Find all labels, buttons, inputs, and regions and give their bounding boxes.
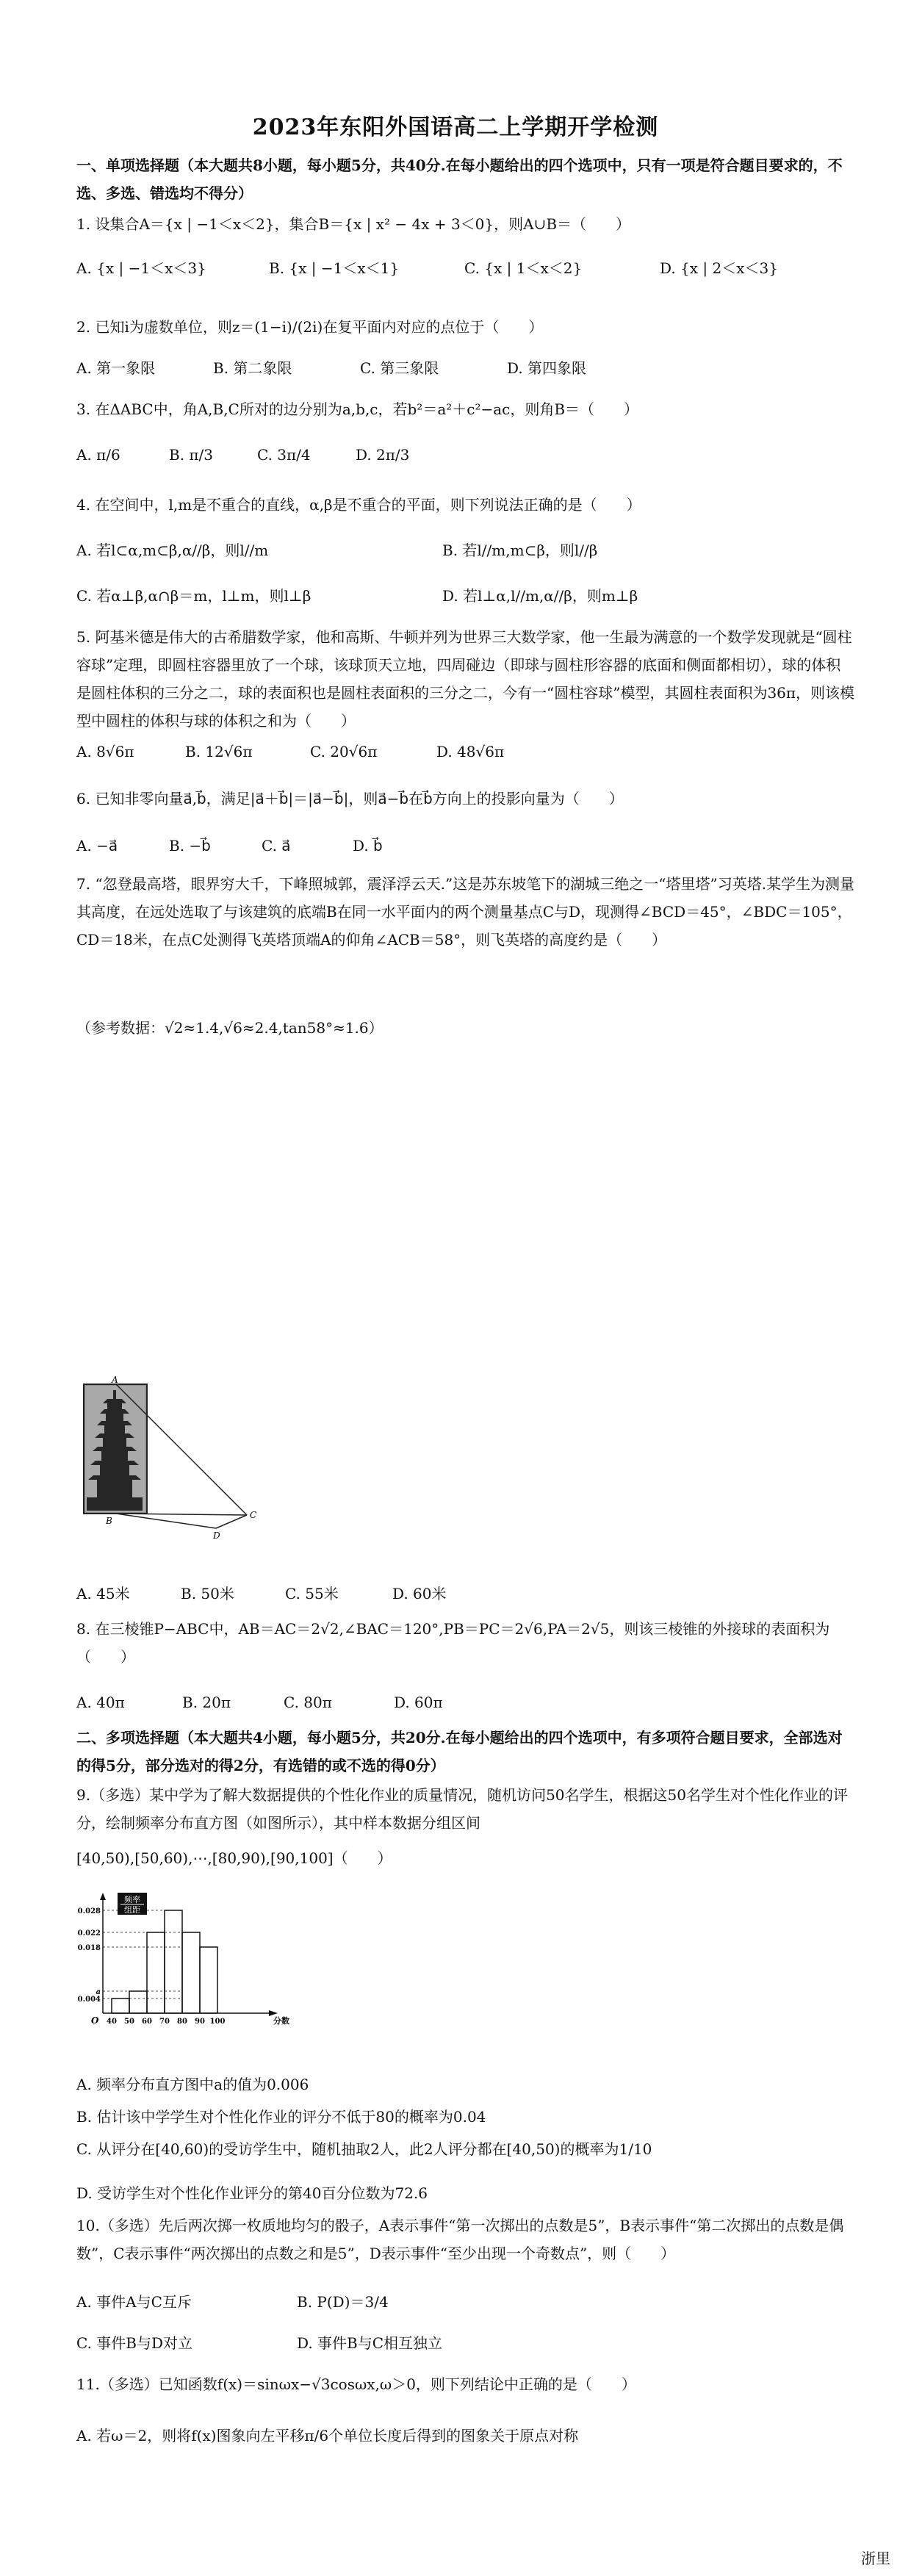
q6-option-c: C. a⃗ — [262, 837, 291, 855]
hist-ylabel-top: 频率 — [124, 1895, 140, 1904]
hist-bar-4 — [182, 1932, 200, 2013]
q9-option-c: C. 从评分在[40,60)的受访学生中，随机抽取2人，此2人评分都在[40,50)的概率为1/10 — [76, 2140, 652, 2158]
q6-option-d: D. b⃗ — [353, 837, 383, 855]
q7-option-d: D. 60米 — [392, 1585, 447, 1602]
q10-option-a: A. 事件A与C互斥 — [76, 2293, 192, 2311]
fig-label-d: D — [213, 1530, 220, 1541]
hist-xtick-4: 80 — [177, 2018, 187, 2026]
hist-ytick-0: 0.028 — [77, 1907, 101, 1915]
q9-frequency-histogram — [73, 1888, 294, 2050]
q6-stem: 6. 已知非零向量a⃗,b⃗，满足|a⃗＋b⃗|＝|a⃗−b⃗|，则a⃗−b⃗在b⃗方向上的投影向量为（ ） — [76, 790, 624, 807]
q4-option-b: B. 若l//m,m⊂β，则l//β — [442, 542, 598, 559]
q11-option-a: A. 若ω＝2，则将f(x)图象向左平移π/6个单位长度后得到的图象关于原点对称 — [76, 2427, 579, 2444]
exam-title: 2023年东阳外国语高二上学期开学检测 — [252, 115, 659, 140]
fig-label-a: A — [112, 1375, 118, 1385]
q9-option-d: D. 受访学生对个性化作业评分的第40百分位数为72.6 — [76, 2184, 428, 2202]
hist-xlabel: 分数 — [273, 2016, 289, 2026]
q7-reference: （参考数据：√2≈1.4,√6≈2.4,tan58°≈1.6） — [76, 1019, 384, 1037]
q6-option-b: B. −b⃗ — [169, 837, 211, 855]
q11-stem: 11.（多选）已知函数f(x)＝sinωx−√3cosωx,ω＞0，则下列结论中正确的是（ ） — [76, 2375, 636, 2393]
q5-option-c: C. 20√6π — [310, 743, 378, 760]
q10-option-c: C. 事件B与D对立 — [76, 2334, 193, 2352]
q3-stem: 3. 在ΔABC中，角A,B,C所对的边分别为a,b,c，若b²＝a²＋c²−ac，则角B＝（ ） — [76, 400, 639, 418]
hist-ytick-2: 0.018 — [77, 1944, 101, 1952]
hist-ytick-1: 0.022 — [77, 1929, 101, 1938]
q7-stem: 7. “忽登最高塔，眼界穷大千，下峰照城郭，震泽浮云天.”这是苏东坡笔下的湖城三绝之一“塔里塔”习英塔.某学生为测量其高度，在远处选取了与该建筑的底端B在同一水平面内的两个测量基点C与D，现测得∠BCD＝45°，∠BDC＝105°，CD＝18米，在点C处测得飞英塔顶端A的仰角∠ACB＝58°，则飞英塔的高度约是（ ） — [76, 875, 855, 949]
hist-xtick-3: 70 — [159, 2018, 170, 2026]
hist-y-arrow — [100, 1893, 106, 1900]
hist-xtick-1: 50 — [124, 2018, 134, 2026]
q4-option-c: C. 若α⊥β,α∩β＝m，l⊥m，则l⊥β — [76, 587, 312, 605]
q4-option-a: A. 若l⊂α,m⊂β,α//β，则l//m — [76, 542, 269, 559]
baseline-b-to-c — [116, 1514, 247, 1515]
fig-label-c: C — [250, 1510, 257, 1520]
q7-option-b: B. 50米 — [181, 1585, 234, 1602]
q2-option-a: A. 第一象限 — [76, 359, 156, 377]
q7-pagoda-figure — [76, 1374, 267, 1550]
section-1-header: 一、单项选择题（本大题共8小题，每小题5分，共40分.在每小题给出的四个选项中，只有一项是符合题目要求的，不选、多选、错选均不得分） — [76, 156, 843, 202]
q5-option-d: D. 48√6π — [436, 743, 505, 760]
q8-option-b: B. 20π — [182, 1694, 231, 1711]
q2-option-c: C. 第三象限 — [360, 359, 439, 377]
q2-stem: 2. 已知i为虚数单位，则z＝(1−i)/(2i)在复平面内对应的点位于（ ） — [76, 318, 544, 336]
q1-option-c: C. {x | 1＜x＜2} — [464, 259, 583, 277]
q6-option-a: A. −a⃗ — [76, 837, 118, 855]
q9-intervals: [40,50),[50,60),⋯,[80,90),[90,100]（ ） — [76, 1849, 392, 1867]
q1-option-a: A. {x | −1＜x＜3} — [76, 259, 206, 277]
hist-ytick-3: a — [96, 1988, 101, 1996]
q9-option-b: B. 估计该中学学生对个性化作业的评分不低于80的概率为0.04 — [76, 2108, 486, 2126]
q10-option-d: D. 事件B与C相互独立 — [297, 2334, 443, 2352]
hist-bar-5 — [200, 1947, 217, 2013]
q5-option-b: B. 12√6π — [185, 743, 253, 760]
q3-option-c: C. 3π/4 — [257, 446, 311, 464]
q3-option-b: B. π/3 — [169, 446, 214, 464]
segment-d-to-c — [216, 1515, 247, 1528]
hist-xtick-6: 100 — [209, 2018, 226, 2026]
hist-ytick-4: 0.004 — [77, 1996, 101, 2004]
q4-stem: 4. 在空间中，l,m是不重合的直线，α,β是不重合的平面，则下列说法正确的是（ ） — [76, 496, 641, 514]
hist-ylabel-bottom: 组距 — [124, 1905, 140, 1915]
section-2-header: 二、多项选择题（本大题共4小题，每小题5分，共20分.在每小题给出的四个选项中，有多项符合题目要求，全部选对的得5分，部分选对的得2分，有选错的或不选的得0分） — [76, 1729, 843, 1774]
q1-stem: 1. 设集合A＝{x | −1＜x＜2}，集合B＝{x | x² − 4x + 3＜0}，则A∪B＝（ ） — [76, 215, 631, 233]
q8-stem: 8. 在三棱锥P−ABC中，AB＝AC＝2√2,∠BAC＝120°,PB＝PC＝2√6,PA＝2√5，则该三棱锥的外接球的表面积为（ ） — [76, 1620, 830, 1666]
hist-xtick-2: 60 — [142, 2018, 152, 2026]
q5-stem: 5. 阿基米德是伟大的古希腊数学家，他和高斯、牛顿并列为世界三大数学家，他一生最为满意的一个数学发现就是“圆柱容球”定理，即圆柱容器里放了一个球，该球顶天立地，四周碰边（即球与圆柱形容器的底面和侧面都相切），球的体积是圆柱体积的三分之二，球的表面积也是圆柱表面积的三分之二，今有一“圆柱容球”模型，其圆柱表面积为36π，则该模型中圆柱的体积与球的体积之和为（ ） — [76, 628, 855, 730]
q10-option-b: B. P(D)＝3/4 — [297, 2293, 389, 2311]
q3-option-a: A. π/6 — [76, 446, 120, 464]
q2-option-d: D. 第四象限 — [507, 359, 587, 377]
hist-xtick-5: 90 — [195, 2018, 205, 2026]
hist-ticks — [78, 1907, 226, 2026]
q8-option-a: A. 40π — [76, 1694, 125, 1711]
q1-option-d: D. {x | 2＜x＜3} — [660, 259, 778, 277]
hist-bar-1 — [129, 1991, 147, 2013]
hist-bar-3 — [165, 1910, 182, 2013]
hist-bars — [112, 1910, 217, 2013]
q7-option-c: C. 55米 — [285, 1585, 339, 1602]
q4-option-d: D. 若l⊥α,l//m,α//β，则m⊥β — [442, 587, 638, 605]
q8-option-c: C. 80π — [284, 1694, 332, 1711]
hist-bar-0 — [112, 1998, 129, 2013]
q10-stem: 10.（多选）先后两次掷一枚质地均匀的骰子，A表示事件“第一次掷出的点数是5”，B表示事件“第二次掷出的点数是偶数”，C表示事件“两次掷出的点数之和是5”，D表示事件“至少出现一个奇数点”，则（ ） — [76, 2217, 844, 2262]
hist-origin: O — [91, 2015, 99, 2026]
hist-x-arrow — [269, 2010, 278, 2016]
q5-option-a: A. 8√6π — [76, 743, 134, 760]
q8-option-d: D. 60π — [394, 1694, 443, 1711]
segment-b-to-d — [116, 1514, 216, 1528]
hist-xtick-0: 40 — [107, 2018, 117, 2026]
q7-option-a: A. 45米 — [76, 1585, 130, 1602]
q1-option-b: B. {x | −1＜x＜1} — [269, 259, 400, 277]
fig-label-b: B — [106, 1516, 112, 1526]
page-footer: 浙里 — [861, 2550, 890, 2567]
q3-option-d: D. 2π/3 — [356, 446, 410, 464]
q2-option-b: B. 第二象限 — [213, 359, 292, 377]
q9-option-a: A. 频率分布直方图中a的值为0.006 — [76, 2076, 309, 2093]
hist-bar-2 — [147, 1932, 165, 2013]
q9-stem: 9.（多选）某中学为了解大数据提供的个性化作业的质量情况，随机访问50名学生，根据这50名学生对个性化作业的评分，绘制频率分布直方图（如图所示），其中样本数据分组区间 — [76, 1786, 848, 1832]
